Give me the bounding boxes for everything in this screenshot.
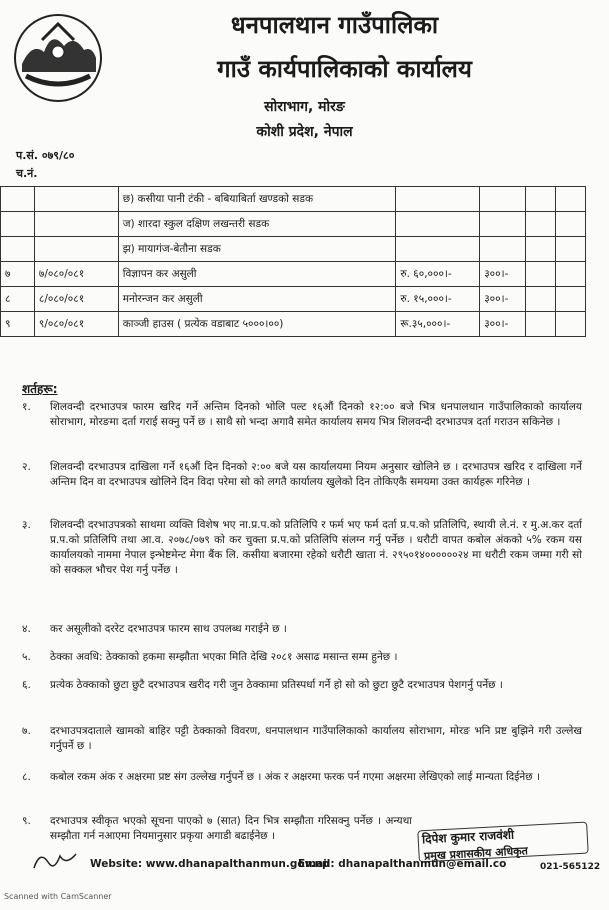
fee-cell [480,212,526,237]
term-text: शिलवन्दी दरभाउपत्रको साथमा व्यक्ति विशेष भए ना.प्र.प.को प्रतिलिपि र फर्म भए फर्म दर्ता प्र.प.को प्रतिलिपि, स्थायी ले.नं. र मु.अ.कर दर्ता प्र.प.को प्रतिलिपि तथा आ.व. २०७८/०७९ को कर चुक्ता प्र.प.को प्रतिलिपि संलग्न गर्नु पर्नेछ । धरौटी वापत कबोल अंकको ५% रकम यस कार्यालयको नाममा नेपाल इन्भेष्टमेन्ट मेगा बैंक लि. कसीया बजारमा रहेको धरौटी खाता नं. २९५०१४००००००२४ मा धरौटी रकम जम्मा गरी सो को सक्कल भौचर पेश गर्नु पर्नेछ । [50,519,582,576]
term-item [22,814,412,844]
fee-cell [480,187,526,212]
description-cell: मनोरन्जन कर असुली [118,287,396,312]
term-item [22,770,582,785]
term-text: दरभाउपत्र स्वीकृत भएको सूचना पाएको ७ (सात) दिन भित्र सम्झौता गरिसक्नु पर्नेछ । अन्यथा सम्झौता गर्न नआएमा नियमानुसार प्रकृया अगाडी बढाईनेछ । [50,815,412,842]
amount-cell: रू.३५,०००।- [396,312,480,337]
code-cell [34,237,118,262]
term-text: कर असूलीको दररेट दरभाउपत्र फारम साथ उपलब्ध गराईने छ । [50,623,287,635]
office-name: गाउँ कार्यपालिकाको कार्यालय [217,55,472,83]
description-cell: झ) मायागंज-बेतौना सडक [118,237,396,262]
amount-cell [396,212,480,237]
amount-cell [396,187,480,212]
term-text: शिलवन्दी दरभाउपत्र फारम खरिद गर्ने अन्तिम दिनको भोलि पल्ट १६औं दिनको १२:०० बजे भित्र धनपालथान गाउँपालिकाको कार्यालय सोराभाग, मोरङमा दर्ता गराई सक्नु पर्ने छ । साथै सो भन्दा अगावै समेत कार्यालय समय भित्र शिलवन्दी दरभाउपत्र दर्ता गराउन सकिनेछ । [50,401,582,428]
description-cell: ज) शारदा स्कुल दक्षिण लखन्तरी सडक [118,212,396,237]
amount-cell [396,237,480,262]
term-number: ४. [22,623,31,635]
description-cell: छ) कसीया पानी टंकी - बबियाबिर्ता खण्डको सडक [118,187,396,212]
code-cell [34,212,118,237]
sn-cell: ७ [1,262,35,287]
phone-text: 021-565122 [540,862,601,872]
officer-title: प्रमुख प्रशासकीय अधिकृत [423,844,529,863]
term-item [22,518,582,578]
term-number: ८. [22,771,31,783]
term-number: ६. [22,679,31,691]
table-row [1,187,586,212]
amount-cell: रु. १५,०००।- [396,287,480,312]
amount-cell: रु. ६०,०००।- [396,262,480,287]
term-item [22,460,582,490]
table-row [1,312,586,337]
term-text: शिलवन्दी दरभाउपत्र दाखिला गर्ने १६औं दिन दिनको २:०० बजे यस कार्यालयमा नियम अनुसार खोलिने छ । दरभाउपत्र खरिद र दाखिला गर्ने अन्तिम दिन वा दरभाउपत्र खोलिने दिन विदा परेमा सो को लगतै कार्यालय खुलेको दिन तोकिएकै समयमा उक्त कार्यहरू गरिनेछ । [50,461,582,488]
term-number: ९. [22,815,31,827]
term-item [22,724,582,754]
province-country: कोशी प्रदेश, नेपाल [256,124,353,140]
reference-number: प.सं. ०७९/८० [16,149,75,162]
email-text: Email: dhanapalthanmun@email.co [298,858,507,870]
term-text: कबोल रकम अंक र अक्षरमा प्रष्ट संग उल्लेख गर्नुपर्ने छ । अंक र अक्षरमा फरक पर्न गएमा अक्षरमा लेखिएको लाई मान्यता दिईनेछ । [50,771,540,783]
fee-cell: ३००।- [480,312,526,337]
fee-cell [480,237,526,262]
code-cell: ९/०८०/०८१ [34,312,118,337]
sn-cell [1,212,35,237]
table-row [1,212,586,237]
description-cell: विज्ञापन कर असुली [118,262,396,287]
scanner-watermark: Scanned with CamScanner [4,892,112,901]
term-number: ५. [22,651,31,663]
fee-cell: ३००।- [480,262,526,287]
sn-cell: ९ [1,312,35,337]
table-row [1,237,586,262]
term-text: दरभाउपत्रदाताले खामको बाहिर पट्टी ठेक्काको विवरण, धनपालथान गाउँपालिकाको कार्यालय सोराभाग, मोरङ भनि प्रष्ट बुझिने गरी उल्लेख गर्नुपर्ने छ । [50,725,582,752]
sn-cell [1,237,35,262]
code-cell: ८/०८०/०८१ [34,287,118,312]
signature [30,848,80,874]
table-row [1,287,586,312]
terms-heading: शर्तहरू: [22,382,58,396]
term-number: ७. [22,725,31,737]
term-text: ठेक्का अवधि: ठेक्काको हकमा सम्झौता भएका मिति देखि २०८१ असाढ मसान्त सम्म हुनेछ । [50,651,398,663]
code-cell [34,187,118,212]
term-item [22,650,582,665]
table-row [1,262,586,287]
fee-cell: ३००।- [480,287,526,312]
code-cell: ७/०८०/०८१ [34,262,118,287]
term-item [22,622,582,637]
term-item [22,400,582,430]
dispatch-number: च.नं. [16,167,38,180]
sn-cell [1,187,35,212]
officer-name: दिपेश कुमार राजवंशी [421,827,515,847]
term-number: १. [22,401,31,413]
term-number: ३. [22,519,31,531]
term-text: प्रत्येक ठेक्काको छुटा छुटै दरभाउपत्र खरीद गरी जुन ठेक्कामा प्रतिस्पर्धा गर्ने हो सो को छुटा छुटै दरभाउपत्र पेशगर्नु पर्नेछ । [50,679,503,691]
office-location: सोराभाग, मोरङ [264,99,345,115]
tender-table [0,186,586,337]
website-text: Website: www.dhanapalthanmun.gov.np [90,858,330,870]
description-cell: काञ्जी हाउस ( प्रत्येक वडाबाट ५०००।००) [118,312,396,337]
term-number: २. [22,461,31,473]
sn-cell: ८ [1,287,35,312]
term-item [22,678,582,693]
municipality-name: धनपालथान गाउँपालिका [230,11,439,39]
